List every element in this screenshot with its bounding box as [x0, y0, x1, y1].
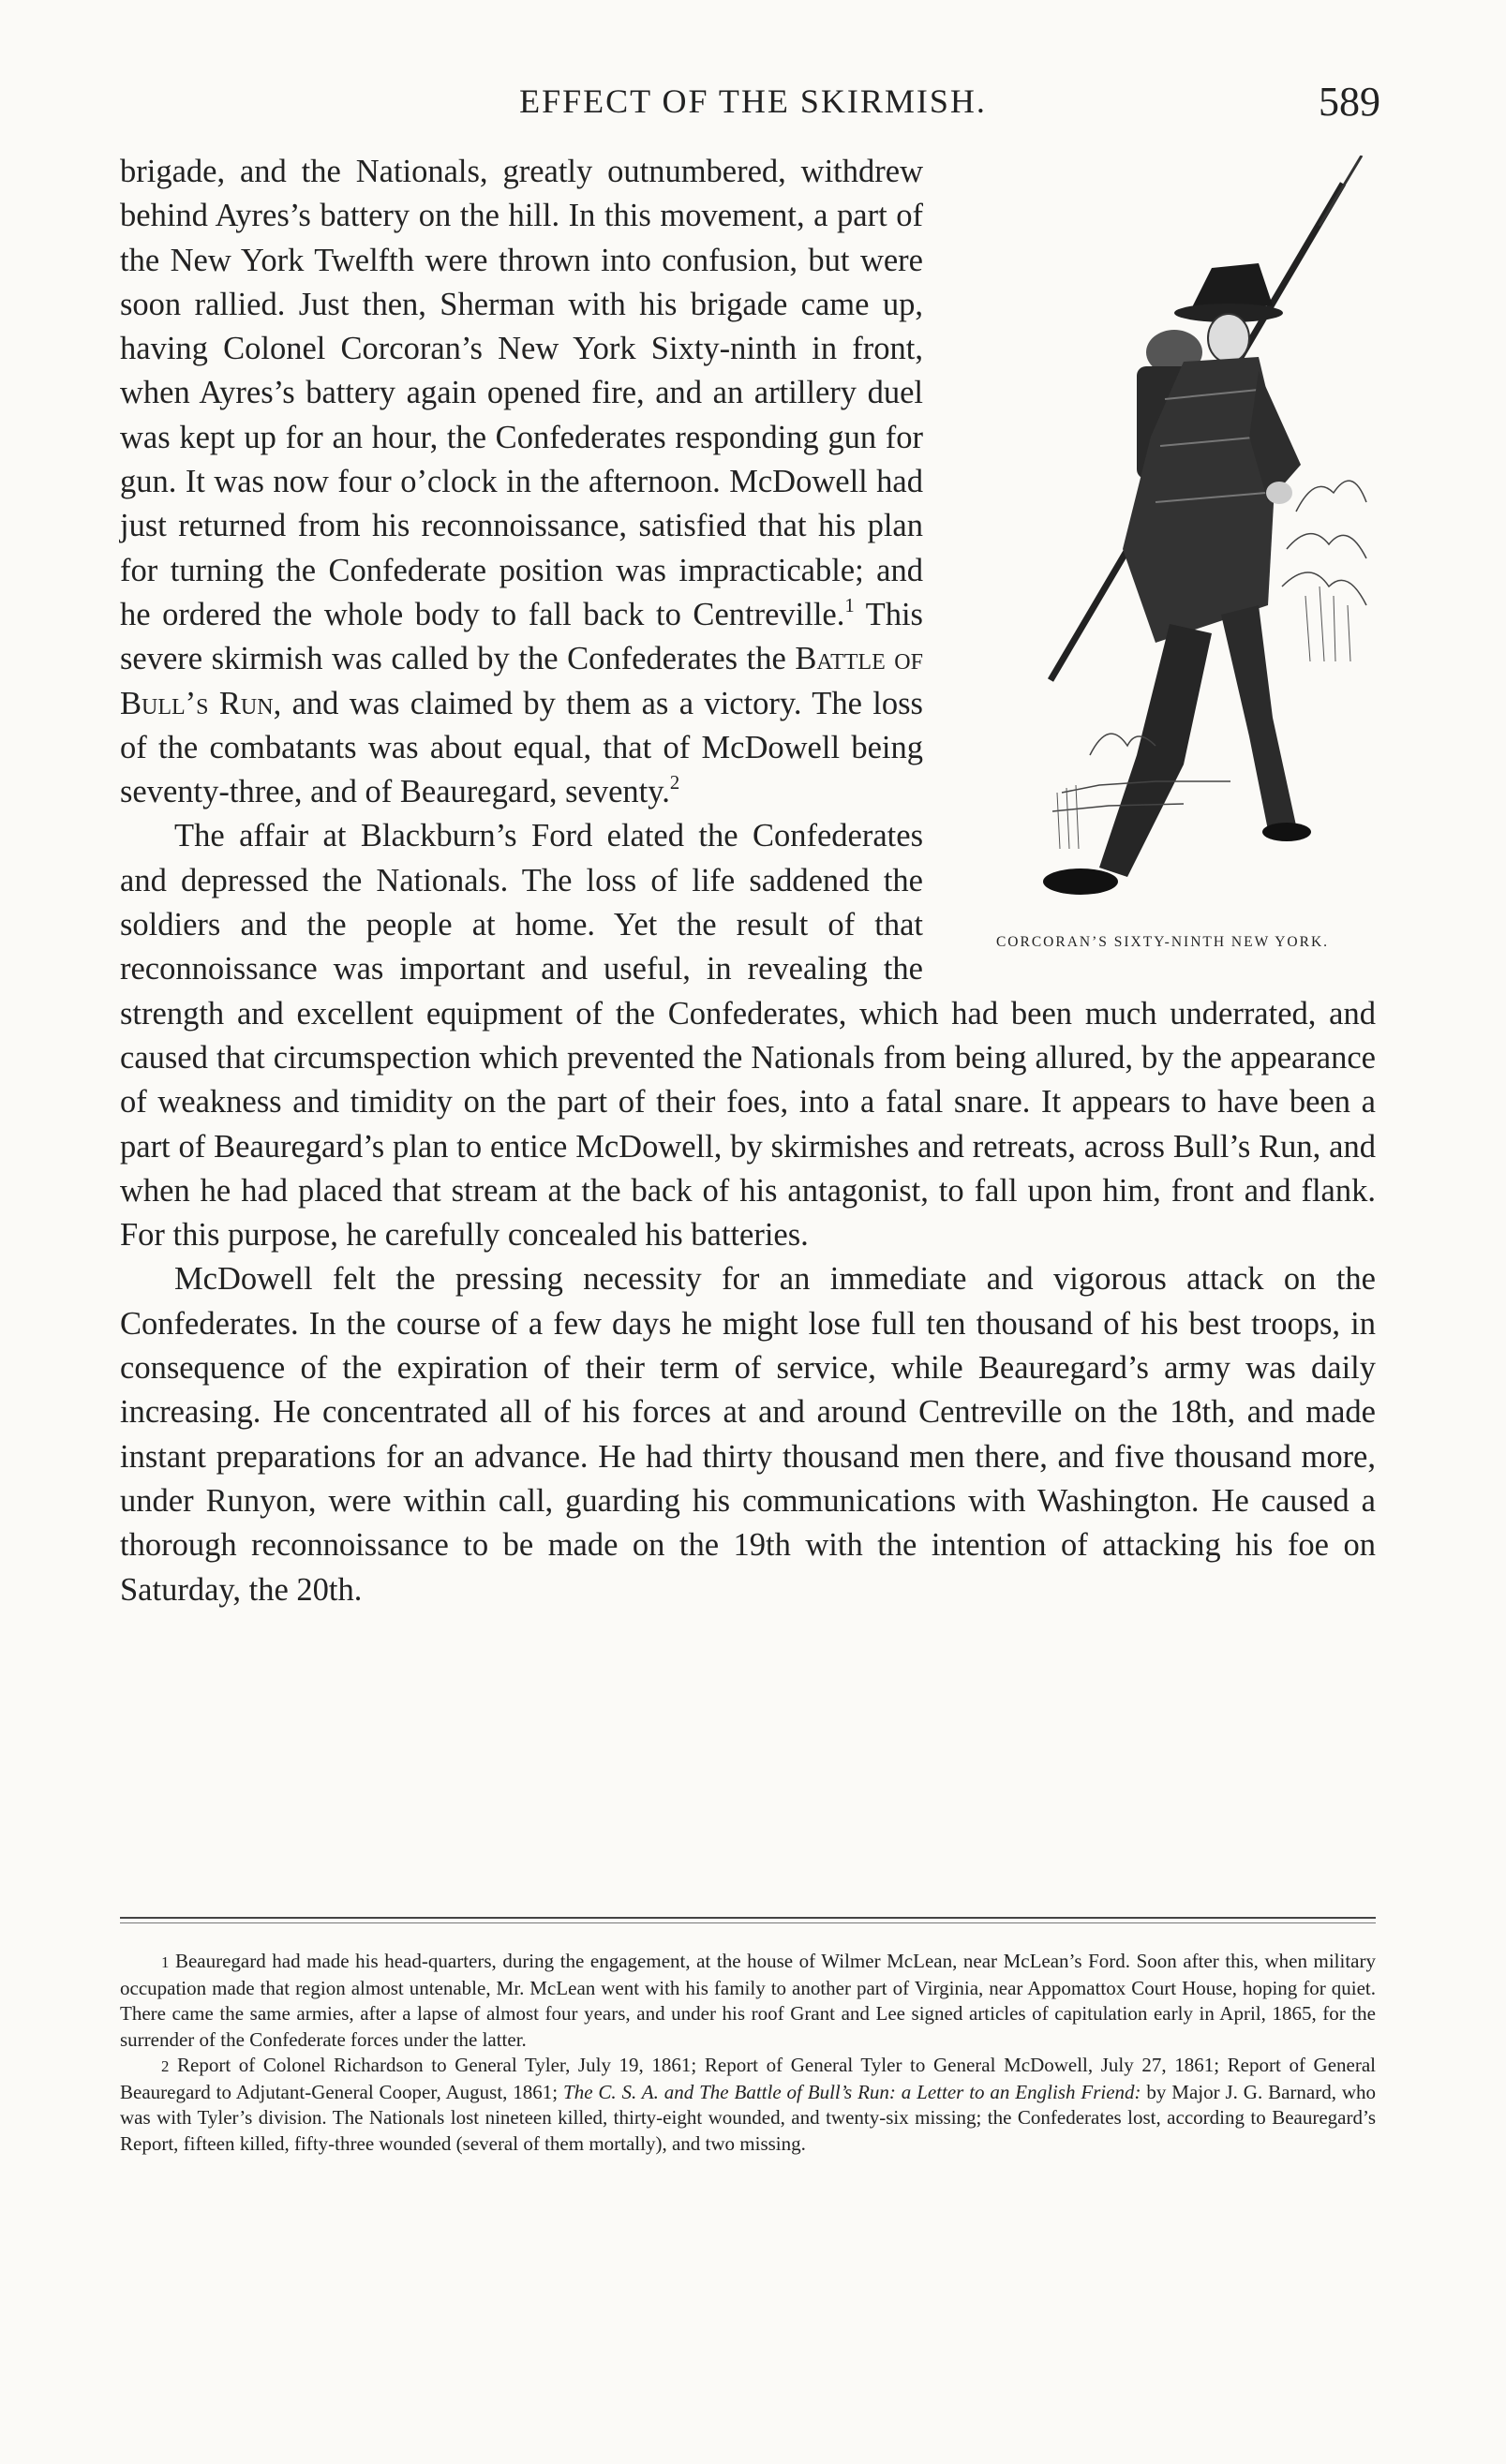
paragraph-1-text-a: brigade, and the Nationals, greatly outnumbered, withdrew behind Ayres’s battery on the hill. In this movement, a part of the New York Twelfth were thrown into confusion, but were soon rallied. Just then, Sherman with his brigade came up, having Colonel Corcoran’s New York Sixty-ninth in front, when Ayres’s battery again opened fire, and an artillery duel was kept up for an hour, the Confederates responding gun for gun. It was now four o’clock in the afternoon. McDowell had just returned from his reconnoissance, satisfied that his plan for turning the Confederate position was impracticable; and he ordered the whole body to fall back to Centreville. — [120, 154, 923, 632]
footnote-1 — [120, 1949, 1376, 2053]
page-number: 589 — [1319, 78, 1380, 125]
footnote-ref-1: 1 — [844, 595, 855, 616]
footnote-2-text-b: by Major J. G. Barnard, who was with Tyler’s division. The Nationals lost nineteen killed, thirty-eight wounded, and twenty-six missing; the Confederates lost, according to Beauregard’s Report, fifteen killed, fifty-three wounded (several of them mortally), and two missing. — [120, 2080, 1377, 2155]
body-text — [120, 150, 1376, 1612]
footnote-2-mark: 2 — [161, 2057, 170, 2075]
paragraph-1-text-c: , and was claimed by them as a victory. The loss of the combatants was about equal, that of McDowell being seventy-three, and of Beauregard, seventy. — [120, 685, 923, 810]
page-header — [120, 73, 1386, 129]
engraving-figure — [949, 156, 1376, 963]
footnote-rule — [120, 1917, 1376, 1919]
running-title: EFFECT OF THE SKIRMISH. — [519, 82, 987, 120]
footnote-1-mark: 1 — [161, 1953, 170, 1971]
footnote-ref-2: 2 — [669, 773, 680, 794]
battle-name: Battle of Bull’s Run — [120, 641, 923, 721]
footnote-2 — [120, 2053, 1376, 2157]
footnote-rule-thin — [120, 1922, 1376, 1923]
figure-caption: CORCORAN’S SIXTY-NINTH NEW YORK. — [995, 934, 1330, 950]
footnotes — [120, 1949, 1376, 2157]
paragraph-3: McDowell felt the pressing necessity for an immediate and vigorous attack on the Confederates. In the course of a few days he might lose full ten thousand of his best troops, in consequence of the expiration of their term of service, while Beauregard’s army was daily increasing. He concentrated all of his forces at and around Centreville on the 18th, and made instant preparations for an advance. He had thirty thousand men there, and five thousand more, under Runyon, were within call, guarding his communications with Washington. He caused a thorough reconnoissance to be made on the 19th with the intention of attacking his foe on Saturday, the 20th. — [120, 1261, 1376, 1608]
paragraph-2: The affair at Blackburn’s Ford elated the Confederates and depressed the Nationals. The loss of life saddened the soldiers and the people at home. Yet the result of that reconnoissance was important and useful, in revealing the strength and excellent equipment of the Confederates, which had been much underrated, and caused that circumspection which prevented the Nationals from being allured, by the appearance of weakness and timidity on the part of their foes, into a fatal snare. It appears to have been a part of Beauregard’s plan to entice McDowell, by skirmishes and retreats, across Bull’s Run, and when he had placed that stream at the back of his antagonist, to fall upon him, front and flank. For this purpose, he carefully concealed his batteries. — [120, 818, 1376, 1254]
footnote-2-italic: The C. S. A. and The Battle of Bull’s Run: a Letter to an English Friend: — [563, 2080, 1141, 2103]
soldier-engraving — [949, 156, 1376, 924]
footnote-1-text: Beauregard had made his head-quarters, during the engagement, at the house of Wilmer McLean, near McLean’s Ford. Soon after this, when military occupation made that region almost untenable, Mr. McLean went with his family to another part of Virginia, near Appomattox Court House, hoping for quiet. There came the same armies, after a lapse of almost four years, and under his roof Grant and Lee signed articles of capitulation early in April, 1865, for the surrender of the Confederate forces under the latter. — [120, 1950, 1377, 2051]
paragraph-1-text-b: This severe skirmish was called by the Confederates the — [120, 596, 923, 677]
footnote-2-text-a: Report of Colonel Richardson to General Tyler, July 19, 1861; Report of General Tyler to General McDowell, July 27, 1861; Report of General Beauregard to Adjutant-General Cooper, August, 1861; — [120, 2054, 1377, 2103]
